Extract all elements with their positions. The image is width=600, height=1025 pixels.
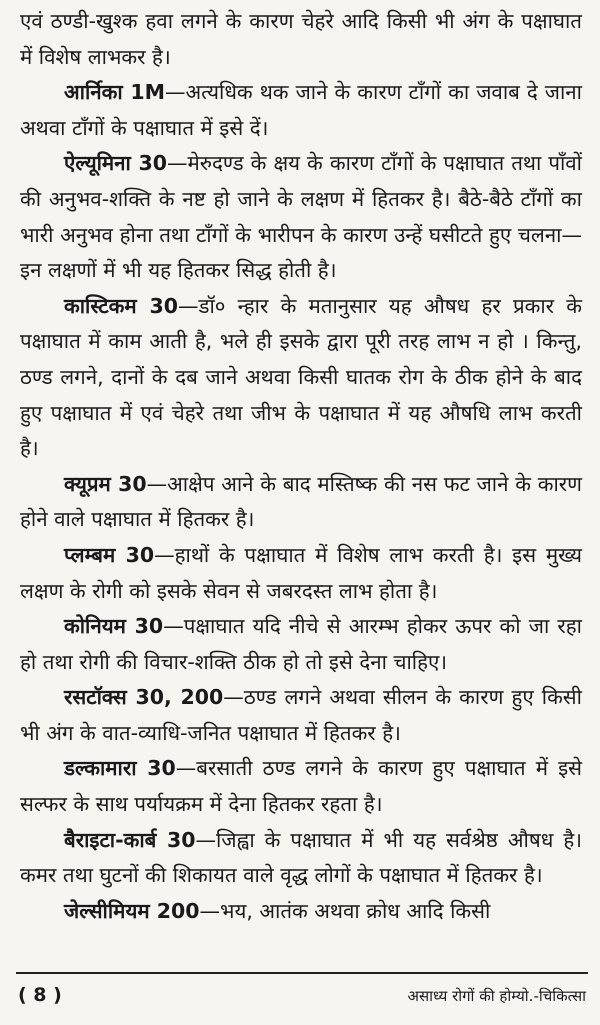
remedy-description: —हाथों के पक्षाघात में विशेष लाभ करती है। इस मुख्य लक्षण के रोगी को इसके सेवन से जबरदस्त लाभ होता है। [20, 542, 582, 603]
entry-cuprum [20, 467, 582, 538]
page-body [20, 4, 582, 929]
remedy-name: आर्निका 1M [64, 80, 166, 105]
page-number: ( 8 ) [18, 984, 62, 1006]
remedy-name: क्यूप्रम 30 [64, 471, 147, 496]
remedy-name: रसटॉक्स 30, 200 [64, 685, 224, 710]
remedy-name: डल्कामारा 30 [64, 756, 176, 781]
remedy-name: बैराइटा-कार्ब 30 [64, 827, 196, 852]
remedy-description: —मेरुदण्ड के क्षय के कारण टाँगों के पक्षाघात तथा पाँवों की अनुभव-शक्ति के नष्ट हो जाने के लक्षण में हितकर है। बैठे-बैठे टाँगों का भारी अनुभव होना तथा टाँगों के भारीपन के कारण उन्हें घसीटते हुए चलना—इन लक्षणों में भी यह हितकर सिद्ध होती है। [20, 151, 582, 283]
entry-gelsemium [20, 894, 582, 930]
remedy-description: —अत्यधिक थक जाने के कारण टाँगों का जवाब दे जाना अथवा टाँगों के पक्षाघात में इसे दें। [20, 80, 582, 140]
remedy-name: कास्टिकम 30 [64, 293, 179, 318]
entry-rhus-tox [20, 680, 582, 751]
remedy-description: —आक्षेप आने के बाद मस्तिष्क की नस फट जाने के कारण होने वाले पक्षाघात में हितकर है। [20, 471, 582, 532]
remedy-name: जेल्सीमियम 200 [64, 898, 200, 923]
entry-arnica [20, 75, 582, 146]
remedy-description: —पक्षाघात यदि नीचे से आरम्भ होकर ऊपर को जा रहा हो तथा रोगी की विचार-शक्ति ठीक हो तो इसे देना चाहिए। [20, 614, 582, 674]
entry-plumbum [20, 538, 582, 609]
page-footer [18, 984, 586, 1006]
entry-causticum [20, 289, 582, 467]
remedy-description: —जिह्वा के पक्षाघात में भी यह सर्वश्रेष्ठ औषध है। कमर तथा घुटनों की शिकायत वाले वृद्ध लोगों के पक्षाघात में हितकर है। [20, 827, 582, 888]
remedy-description: —भय, आतंक अथवा क्रोध आदि किसी [199, 898, 491, 923]
remedy-description: —बरसाती ठण्ड लगने के कारण हुए पक्षाघात में इसे सल्फर के साथ पर्यायक्रम में देना हितकर रहता है। [20, 756, 582, 817]
intro-paragraph: एवं ठण्डी-खुश्क हवा लगने के कारण चेहरे आदि किसी भी अंग के पक्षाघात में विशेष लाभकर है। [20, 9, 582, 69]
entry-conium [20, 609, 582, 680]
remedy-description: —डॉ० न्हार के मतानुसार यह औषध हर प्रकार के पक्षाघात में काम आती है, भले ही इसके द्वारा पूरी तरह लाभ न हो । किन्तु, ठण्ड लगने, दानों के दब जाने अथवा किसी घातक रोग के ठीक होने के बाद हुए पक्षाघात में एवं चेहरे तथा जीभ के पक्षाघात में यह औषधि लाभ करती है। [20, 293, 582, 461]
remedy-name: ऐल्यूमिना 30 [64, 151, 168, 176]
running-title: असाध्य रोगों की होम्यो.-चिकित्सा [407, 987, 586, 1005]
entry-baryta-carb [20, 823, 582, 894]
remedy-name: कोनियम 30 [64, 614, 164, 639]
entry-dulcamara [20, 751, 582, 822]
footer-divider [16, 972, 588, 974]
entry-alumina [20, 146, 582, 288]
remedy-name: प्लम्बम 30 [64, 542, 155, 567]
remedy-description: —ठण्ड लगने अथवा सीलन के कारण हुए किसी भी अंग के वात-व्याधि-जनित पक्षाघात में हितकर है। [20, 685, 582, 745]
